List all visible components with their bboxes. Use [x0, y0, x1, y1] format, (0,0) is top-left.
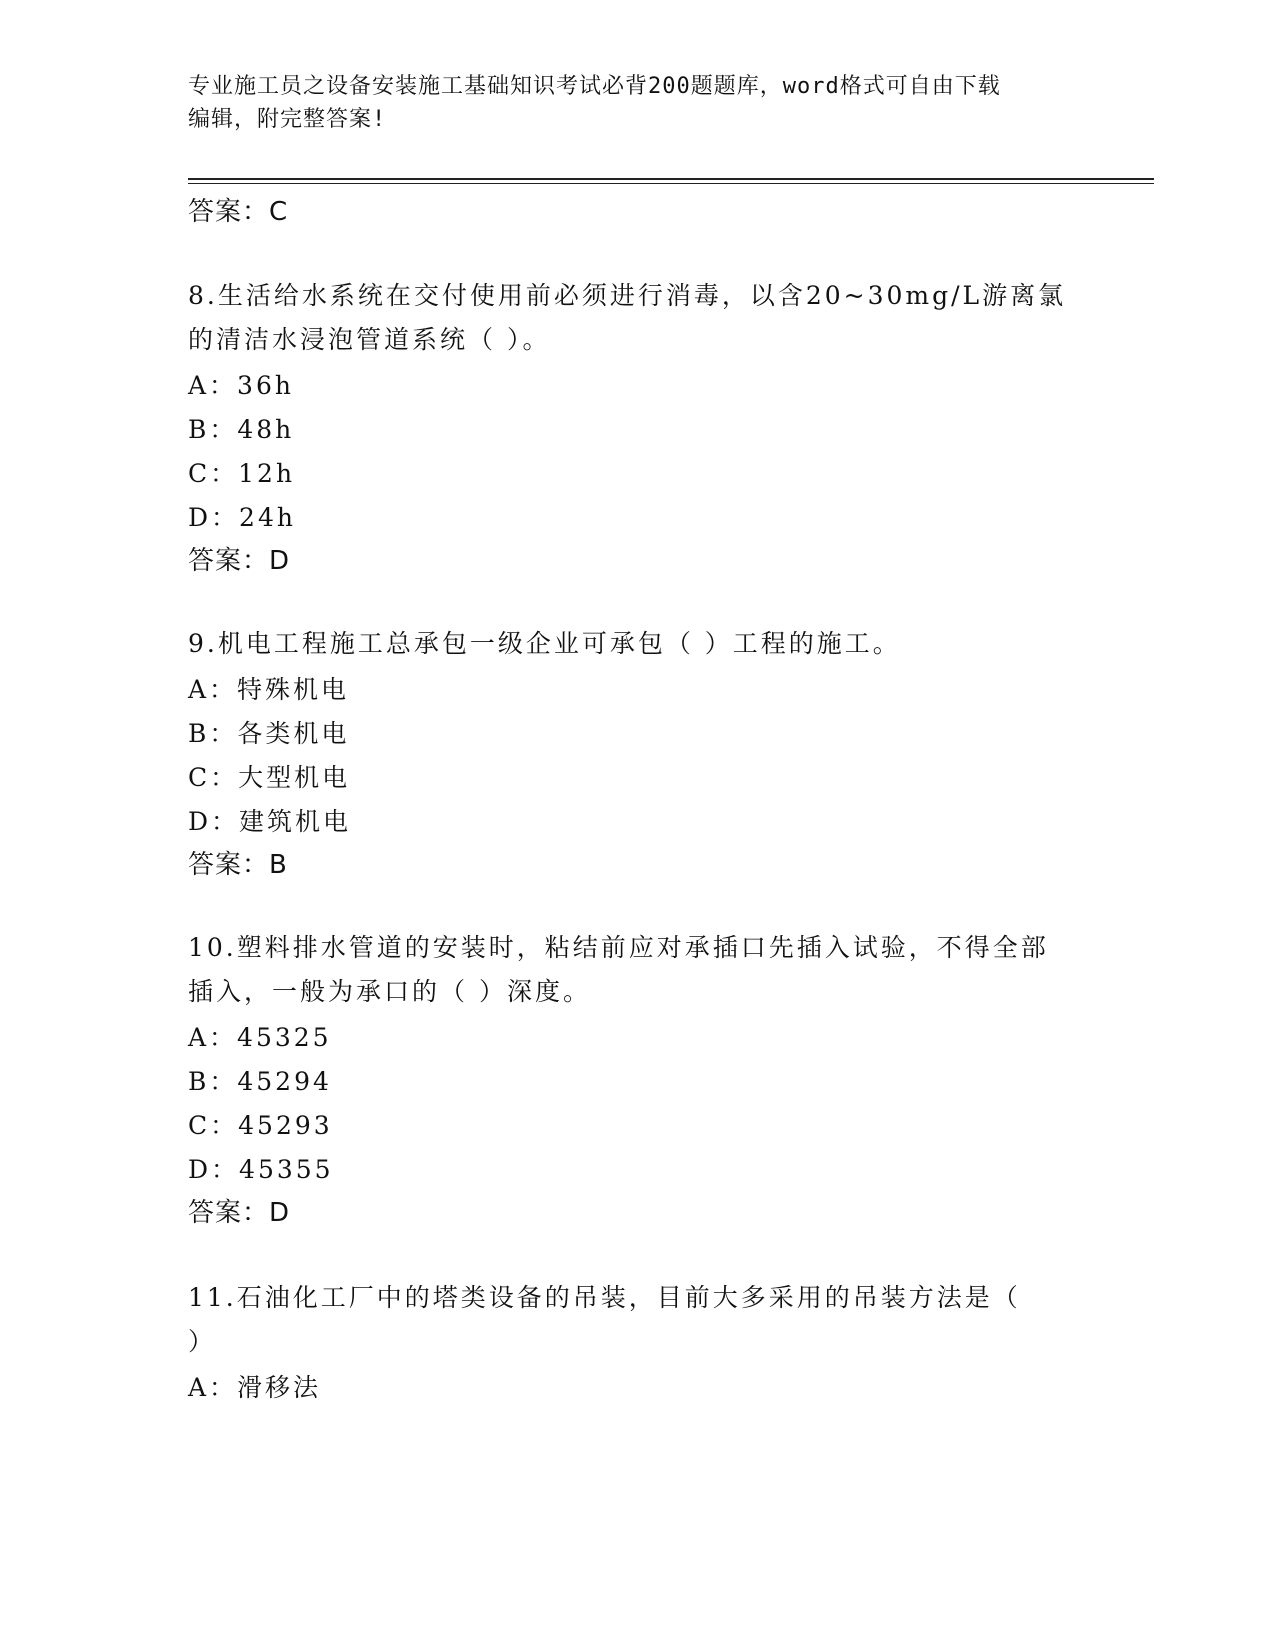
header-divider-thin	[188, 183, 1154, 184]
question-8-option-c: C：12h	[188, 459, 296, 488]
question-8-option-a: A：36h	[188, 371, 294, 400]
document-header	[188, 70, 1088, 136]
question-8-option-d: D：24h	[188, 503, 296, 532]
question-10-stem-line-2: 插入，一般为承口的（ ）深度。	[188, 977, 591, 1006]
question-8-answer: 答案：D	[188, 546, 291, 576]
question-10-stem-line-1: 10.塑料排水管道的安装时，粘结前应对承插口先插入试验，不得全部	[188, 933, 1049, 962]
question-10-option-c: C：45293	[188, 1111, 333, 1140]
question-8-stem-line-2: 的清洁水浸泡管道系统（ ）。	[188, 325, 551, 354]
question-10-option-a: A：45325	[188, 1023, 332, 1052]
question-9-option-a: A：特殊机电	[188, 675, 350, 704]
question-8-option-b: B：48h	[188, 415, 295, 444]
answer-previous: 答案：C	[188, 197, 289, 227]
question-9-stem-line-1: 9.机电工程施工总承包一级企业可承包（ ）工程的施工。	[188, 629, 901, 658]
question-8-stem-line-1: 8.生活给水系统在交付使用前必须进行消毒，以含20~30mg/L游离氯	[188, 281, 1067, 310]
header-line-1: 专业施工员之设备安装施工基础知识考试必背200题题库，word格式可自由下载	[188, 74, 1001, 99]
question-9-answer: 答案：B	[188, 850, 288, 880]
question-10-option-d: D：45355	[188, 1155, 334, 1184]
question-10-answer: 答案：D	[188, 1198, 291, 1228]
question-9-option-d: D：建筑机电	[188, 807, 352, 836]
question-11-stem-line-1: 11.石油化工厂中的塔类设备的吊装，目前大多采用的吊装方法是（	[188, 1283, 1021, 1312]
question-10-option-b: B：45294	[188, 1067, 332, 1096]
header-divider-thick	[188, 178, 1154, 180]
question-9-option-c: C：大型机电	[188, 763, 351, 792]
header-line-2: 编辑，附完整答案!	[188, 107, 387, 132]
question-11-option-a: A：滑移法	[188, 1373, 322, 1402]
question-9-option-b: B：各类机电	[188, 719, 350, 748]
question-11-stem-line-2: ）	[188, 1327, 217, 1356]
